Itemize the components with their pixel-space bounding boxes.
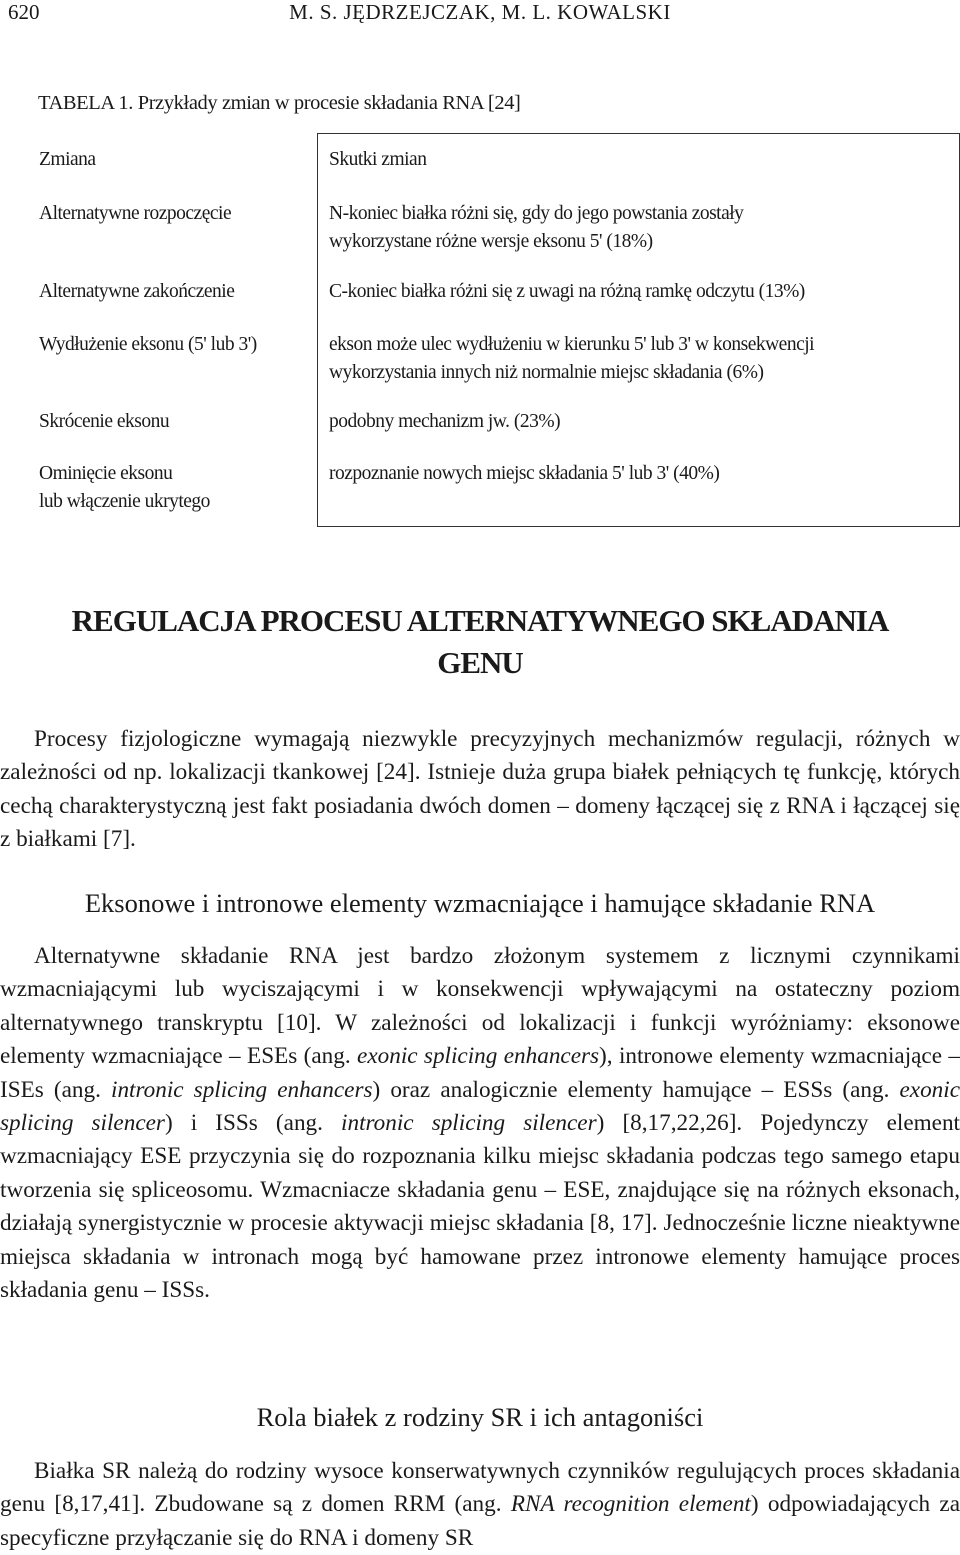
running-head-authors: M. S. JĘDRZEJCZAK, M. L. KOWALSKI: [289, 0, 671, 24]
table-border-bottom: [317, 526, 960, 527]
subsection-title-sr-proteins: Rola białek z rodziny SR i ich antagoniści: [256, 1402, 704, 1432]
table-cell-effect: rozpoznanie nowych miejsc składania 5' lub 3' (40%): [329, 463, 720, 484]
table-header-effect: Skutki zmian: [329, 149, 427, 170]
page-number: 620: [8, 0, 40, 24]
table-cell-effect: podobny mechanizm jw. (23%): [329, 411, 561, 432]
table-header-change: Zmiana: [39, 149, 96, 170]
section-title-line-1: REGULACJA PROCESU ALTERNATYWNEGO SKŁADANIA: [71, 603, 889, 638]
table-divider: [317, 133, 318, 527]
table-border-top: [317, 133, 960, 134]
table-cell-change: Alternatywne rozpoczęcie: [39, 203, 232, 224]
table-cell-effect: wykorzystania innych niż normalnie miejsc składania (6%): [329, 362, 764, 383]
table-cell-change: Ominięcie eksonu: [39, 463, 173, 484]
subsection-paragraph-sr-proteins: Białka SR należą do rodziny wysoce konserwatywnych czynników regulujących proces składania genu [8,17,41]. Zbudowane są z domen RRM (ang. RNA recognition element) odpowiadających za specyficzne przyłączanie się do RNA i domeny SR: [0, 1458, 960, 1551]
subsection-title-enhancers: Eksonowe i intronowe elementy wzmacniające i hamujące składanie RNA: [84, 888, 876, 918]
running-header: [0, 0, 960, 30]
table-cell-effect: ekson może ulec wydłużeniu w kierunku 5' lub 3' w konsekwencji: [329, 334, 815, 355]
section-title-line-2: GENU: [437, 645, 523, 680]
changes-table: [30, 133, 960, 527]
section-paragraph: Procesy fizjologiczne wymagają niezwykle precyzyjnych mechanizmów regulacji, różnych w zależności od np. lokalizacji tkankowej [24]. Istnieje duża grupa białek pełniących tę funkcję, których cechą charakterystyczną jest fakt posiadania dwóch domen – domeny łączącej się z RNA i łączącej się z białkami [7].: [0, 726, 960, 853]
table-cell-change: Wydłużenie eksonu (5' lub 3'): [39, 334, 257, 355]
table-cell-effect: N-koniec białka różni się, gdy do jego powstania zostały: [329, 203, 744, 224]
table-cell-change: lub włączenie ukrytego: [39, 491, 210, 512]
table-cell-effect: C-koniec białka różni się z uwagi na różną ramkę odczytu (13%): [329, 281, 805, 302]
table-cell-change: Skrócenie eksonu: [39, 411, 170, 432]
subsection-paragraph-enhancers: Alternatywne składanie RNA jest bardzo złożonym systemem z licznymi czynnikami wzmacniającymi lub wyciszającymi i w konsekwencji wpływającymi na ostateczny poziom alternatywnego transkryptu [10]. W zależności od lokalizacji i funkcji wyróżniamy: eksonowe elementy wzmacniające – ESEs (ang. exonic splicing enhancers), intronowe elementy wzmacniające – ISEs (ang. intronic splicing enhancers) oraz analogicznie elementy hamujące – ESSs (ang. exonic splicing silencer) i ISSs (ang. intronic splicing silencer) [8,17,22,26]. Pojedynczy element wzmacniający ESE przyczynia się do rozpoznania kilku miejsc składania podczas tego samego etapu tworzenia się spliceosomu. Wzmacniacze składania genu – ESE, znajdujące się na różnych eksonach, działają synergistycznie w procesie aktywacji miejsc składania [8, 17]. Jednocześnie liczne nieaktywne miejsca składania w intronach mogą być hamowane przez intronowe elementy hamujące proces składania genu – ISSs.: [0, 943, 960, 1304]
table-cell-effect: wykorzystane różne wersje eksonu 5' (18%): [329, 231, 653, 252]
table-caption: TABELA 1. Przykłady zmian w procesie składania RNA [24]: [38, 92, 521, 114]
section-title: [0, 600, 960, 684]
table-cell-change: Alternatywne zakończenie: [39, 281, 235, 302]
